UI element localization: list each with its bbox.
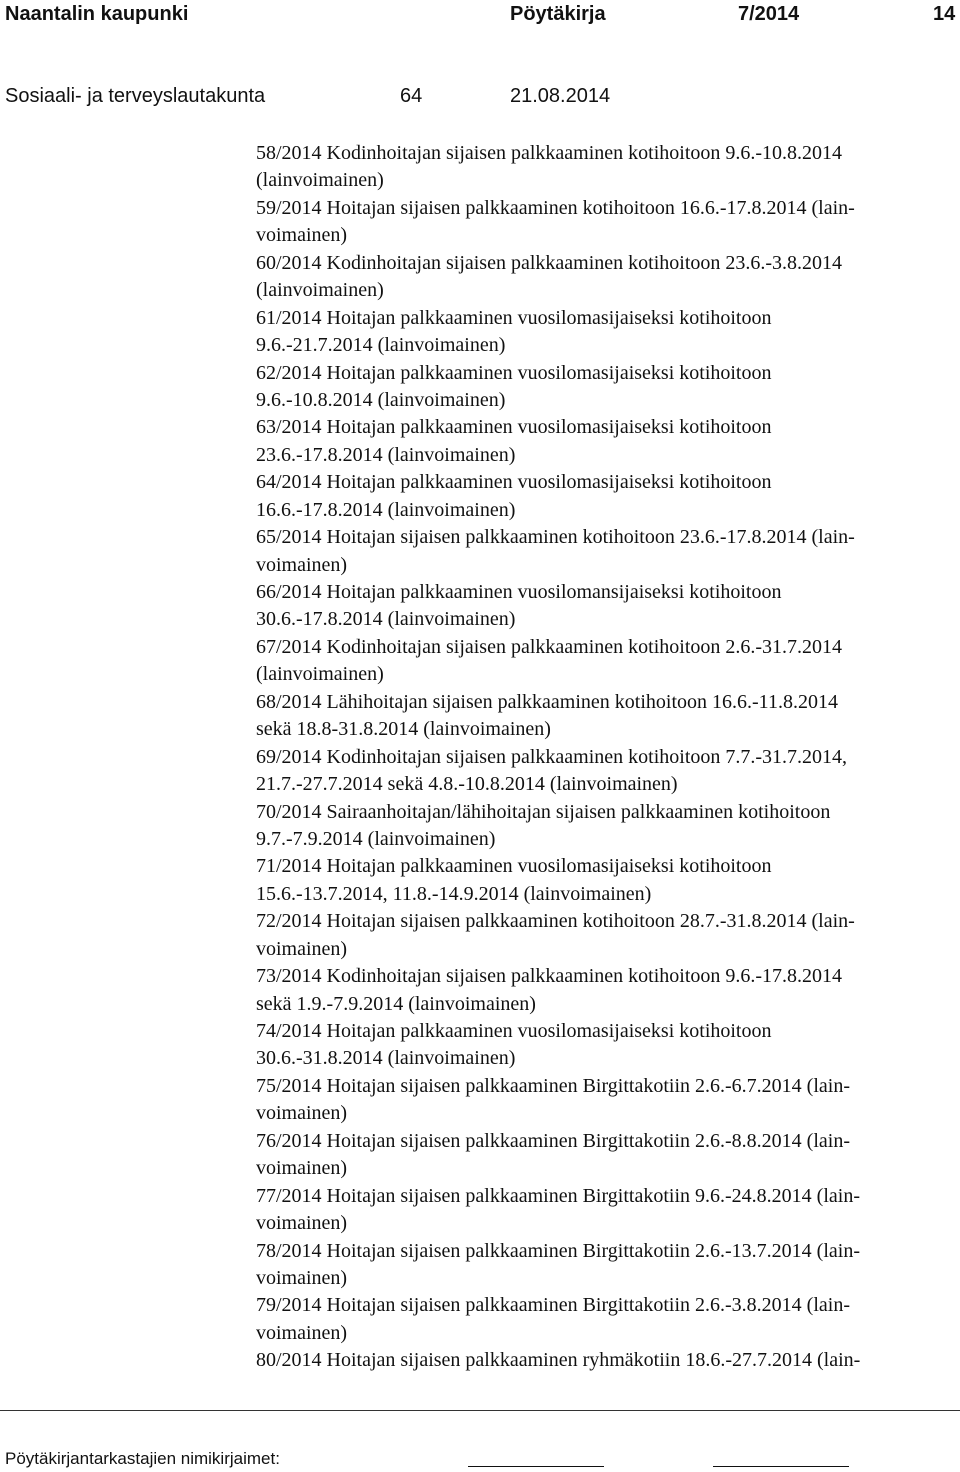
decision-line: (lainvoimainen) bbox=[256, 279, 384, 302]
decision-line: 9.6.-10.8.2014 (lainvoimainen) bbox=[256, 388, 506, 411]
decision-line: 58/2014 Kodinhoitajan sijaisen palkkaaminen kotihoitoon 9.6.-10.8.2014 bbox=[256, 142, 843, 164]
decision-line: 30.6.-31.8.2014 (lainvoimainen) bbox=[256, 1047, 516, 1070]
decision-line: 65/2014 Hoitajan sijaisen palkkaaminen kotihoitoon 23.6.-17.8.2014 (lain- bbox=[256, 526, 855, 549]
board-name: Sosiaali- ja terveyslautakunta bbox=[5, 85, 266, 107]
decision-line: 60/2014 Kodinhoitajan sijaisen palkkaaminen kotihoitoon 23.6.-3.8.2014 bbox=[256, 251, 843, 274]
decision-line: 69/2014 Kodinhoitajan sijaisen palkkaaminen kotihoitoon 7.7.-31.7.2014, bbox=[256, 745, 848, 768]
signature-label: Pöytäkirjantarkastajien nimikirjaimet: bbox=[5, 1449, 280, 1468]
page-number: 14 bbox=[933, 3, 956, 25]
decision-line: 59/2014 Hoitajan sijaisen palkkaaminen kotihoitoon 16.6.-17.8.2014 (lain- bbox=[256, 196, 855, 219]
decision-line: 61/2014 Hoitajan palkkaaminen vuosilomasijaiseksi kotihoitoon bbox=[256, 306, 772, 329]
initials-line-1 bbox=[468, 1466, 604, 1467]
decision-line: 71/2014 Hoitajan palkkaaminen vuosilomasijaiseksi kotihoitoon bbox=[256, 855, 772, 878]
document-type: Pöytäkirja bbox=[510, 3, 606, 25]
decision-line: 64/2014 Hoitajan palkkaaminen vuosilomasijaiseksi kotihoitoon bbox=[256, 471, 772, 494]
decision-line: 21.7.-27.7.2014 sekä 4.8.-10.8.2014 (lainvoimainen) bbox=[256, 773, 678, 796]
decision-list bbox=[256, 140, 956, 1375]
decision-line: 76/2014 Hoitajan sijaisen palkkaaminen Birgittakotiin 2.6.-8.8.2014 (lain- bbox=[256, 1129, 850, 1152]
section-number: 64 bbox=[400, 85, 423, 107]
decision-line: (lainvoimainen) bbox=[256, 663, 384, 686]
decision-line: voimainen) bbox=[256, 1157, 348, 1180]
decision-line: voimainen) bbox=[256, 937, 348, 960]
decision-line: voimainen) bbox=[256, 1321, 348, 1344]
issue-number: 7/2014 bbox=[738, 3, 800, 25]
decision-line: voimainen) bbox=[256, 1212, 348, 1235]
decision-line: 68/2014 Lähihoitajan sijaisen palkkaaminen kotihoitoon 16.6.-11.8.2014 bbox=[256, 690, 838, 713]
decision-line: 79/2014 Hoitajan sijaisen palkkaaminen Birgittakotiin 2.6.-3.8.2014 (lain- bbox=[256, 1294, 850, 1317]
decision-line: 73/2014 Kodinhoitajan sijaisen palkkaaminen kotihoitoon 9.6.-17.8.2014 bbox=[256, 965, 843, 988]
decision-line: 30.6.-17.8.2014 (lainvoimainen) bbox=[256, 608, 516, 631]
decision-line: voimainen) bbox=[256, 553, 348, 576]
decision-line: 16.6.-17.8.2014 (lainvoimainen) bbox=[256, 498, 516, 521]
decision-line: voimainen) bbox=[256, 1102, 348, 1125]
decision-line: sekä 18.8-31.8.2014 (lainvoimainen) bbox=[256, 718, 551, 741]
decision-line: 75/2014 Hoitajan sijaisen palkkaaminen Birgittakotiin 2.6.-6.7.2014 (lain- bbox=[256, 1074, 850, 1097]
decision-line: 15.6.-13.7.2014, 11.8.-14.9.2014 (lainvoimainen) bbox=[256, 882, 652, 905]
decision-line: 63/2014 Hoitajan palkkaaminen vuosilomasijaiseksi kotihoitoon bbox=[256, 416, 772, 439]
decision-line: 66/2014 Hoitajan palkkaaminen vuosilomansijaiseksi kotihoitoon bbox=[256, 581, 782, 603]
decision-line: 72/2014 Hoitajan sijaisen palkkaaminen kotihoitoon 28.7.-31.8.2014 (lain- bbox=[256, 910, 855, 933]
municipality-name: Naantalin kaupunki bbox=[5, 3, 189, 25]
decision-line: 74/2014 Hoitajan palkkaaminen vuosilomasijaiseksi kotihoitoon bbox=[256, 1020, 772, 1042]
initials-line-2 bbox=[713, 1466, 849, 1467]
decision-line: 9.7.-7.9.2014 (lainvoimainen) bbox=[256, 827, 496, 850]
meeting-date: 21.08.2014 bbox=[510, 85, 611, 107]
decision-line: 70/2014 Sairaanhoitajan/lähihoitajan sijaisen palkkaaminen kotihoitoon bbox=[256, 800, 831, 823]
decision-line: (lainvoimainen) bbox=[256, 169, 384, 192]
decision-line: 77/2014 Hoitajan sijaisen palkkaaminen Birgittakotiin 9.6.-24.8.2014 (lain- bbox=[256, 1184, 860, 1207]
decision-line: voimainen) bbox=[256, 1266, 348, 1289]
decision-line: 9.6.-21.7.2014 (lainvoimainen) bbox=[256, 334, 506, 357]
decision-line: voimainen) bbox=[256, 224, 348, 247]
decision-line: 78/2014 Hoitajan sijaisen palkkaaminen Birgittakotiin 2.6.-13.7.2014 (lain- bbox=[256, 1239, 860, 1262]
footer-divider bbox=[0, 1410, 960, 1411]
decision-line: sekä 1.9.-7.9.2014 (lainvoimainen) bbox=[256, 992, 536, 1015]
decision-line: 67/2014 Kodinhoitajan sijaisen palkkaaminen kotihoitoon 2.6.-31.7.2014 bbox=[256, 635, 843, 658]
decision-line: 23.6.-17.8.2014 (lainvoimainen) bbox=[256, 443, 516, 466]
decision-line: 62/2014 Hoitajan palkkaaminen vuosilomasijaiseksi kotihoitoon bbox=[256, 361, 772, 384]
decision-line: 80/2014 Hoitajan sijaisen palkkaaminen ryhmäkotiin 18.6.-27.7.2014 (lain- bbox=[256, 1349, 861, 1372]
